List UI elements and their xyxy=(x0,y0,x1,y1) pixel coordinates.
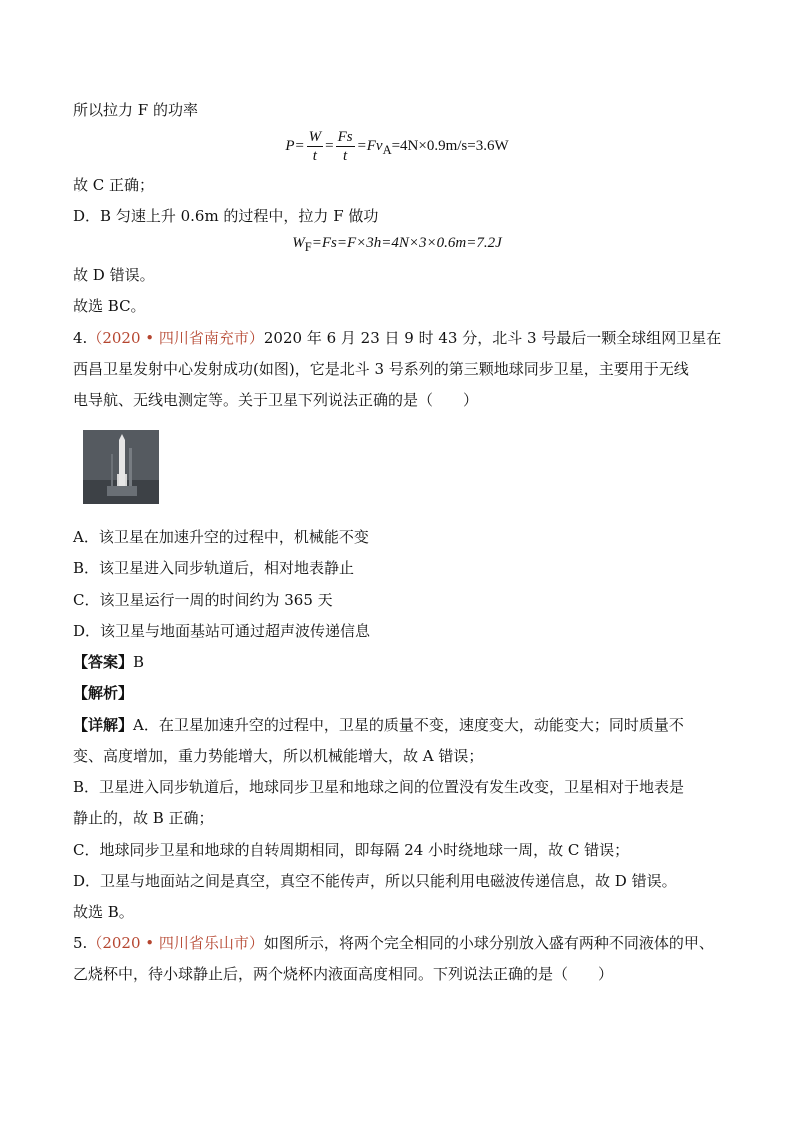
power-formula xyxy=(0,128,794,165)
option-d: D．该卫星与地面基站可通过超声波传递信息 xyxy=(73,622,371,640)
detail-label: 【详解】 xyxy=(73,716,134,734)
question-source: （2020 • 四川省乐山市） xyxy=(87,934,264,952)
formula-result: =4N×0.9m/s=3.6W xyxy=(391,137,509,154)
answer-label: 【答案】 xyxy=(73,653,134,671)
question-text: 2020 年 6 月 23 日 9 时 43 分，北斗 3 号最后一颗全球组网卫星在 xyxy=(263,329,722,347)
text-line: 所以拉力 F 的功率 xyxy=(73,101,198,119)
text-line: 故选 B。 xyxy=(73,903,134,921)
text-line: C．地球同步卫星和地球的自转周期相同，即每隔 24 小时绕地球一周，故 C 错误； xyxy=(73,841,630,859)
equals-sign: = xyxy=(325,137,334,154)
text-line: 故选 BC。 xyxy=(73,297,146,315)
text-line: 故 C 正确； xyxy=(73,176,155,194)
detail-text: A．在卫星加速升空的过程中，卫星的质量不变，速度变大，动能变大；同时质量不 xyxy=(133,716,684,734)
fraction-numerator: W xyxy=(308,129,322,145)
question-number: 4. xyxy=(73,329,88,347)
formula-result: =Fs=F×3h=4N×3×0.6m=7.2J xyxy=(311,235,502,251)
text-line: 静止的，故 B 正确； xyxy=(73,809,214,827)
fraction-numerator: Fs xyxy=(337,129,353,145)
option-b: B．该卫星进入同步轨道后，相对地表静止 xyxy=(73,559,355,577)
text-line: 电导航、无线电测定等。关于卫星下列说法正确的是（ ） xyxy=(73,391,479,409)
text-line: B．卫星进入同步轨道后，地球同步卫星和地球之间的位置没有发生改变，卫星相对于地表是 xyxy=(73,778,685,796)
text-line: D．B 匀速上升 0.6m 的过程中，拉力 F 做功 xyxy=(73,207,379,225)
rocket-launch-photo xyxy=(83,430,159,504)
fraction-denominator: t xyxy=(312,148,317,164)
question-4-line xyxy=(73,328,721,348)
formula-lhs: P= xyxy=(285,137,305,154)
formula-subscript: F xyxy=(304,240,312,254)
fraction-denominator: t xyxy=(343,148,348,164)
text-line: 变、高度增加，重力势能增大，所以机械能增大，故 A 错误； xyxy=(73,747,484,765)
analysis-label: 【解析】 xyxy=(73,684,134,702)
option-a: A．该卫星在加速升空的过程中，机械能不变 xyxy=(73,528,369,546)
answer-line xyxy=(73,652,144,672)
formula-lhs: W xyxy=(292,235,305,251)
detail-line xyxy=(73,715,684,735)
option-c: C．该卫星运行一周的时间约为 365 天 xyxy=(73,591,333,609)
question-source: （2020 • 四川省南充市） xyxy=(87,329,264,347)
fraction-w-t xyxy=(307,128,324,165)
work-formula xyxy=(0,235,794,255)
formula-rhs: =Fv xyxy=(356,137,383,154)
question-5-line xyxy=(73,933,714,953)
fraction-fs-t xyxy=(336,128,355,165)
rocket-illustration xyxy=(83,430,159,504)
text-line: D．卫星与地面站之间是真空，真空不能传声，所以只能利用电磁波传递信息，故 D 错误。 xyxy=(73,872,677,890)
answer-value: B xyxy=(133,653,145,671)
text-line: 西昌卫星发射中心发射成功(如图)，它是北斗 3 号系列的第三颗地球同步卫星，主要用于无线 xyxy=(73,360,689,378)
question-text: 如图所示，将两个完全相同的小球分别放入盛有两种不同液体的甲、 xyxy=(263,934,714,952)
text-line: 乙烧杯中，待小球静止后，两个烧杯内液面高度相同。下列说法正确的是（ ） xyxy=(73,965,614,983)
text-line: 故 D 错误。 xyxy=(73,266,155,284)
formula-subscript: A xyxy=(382,142,392,157)
question-number: 5. xyxy=(73,934,88,952)
